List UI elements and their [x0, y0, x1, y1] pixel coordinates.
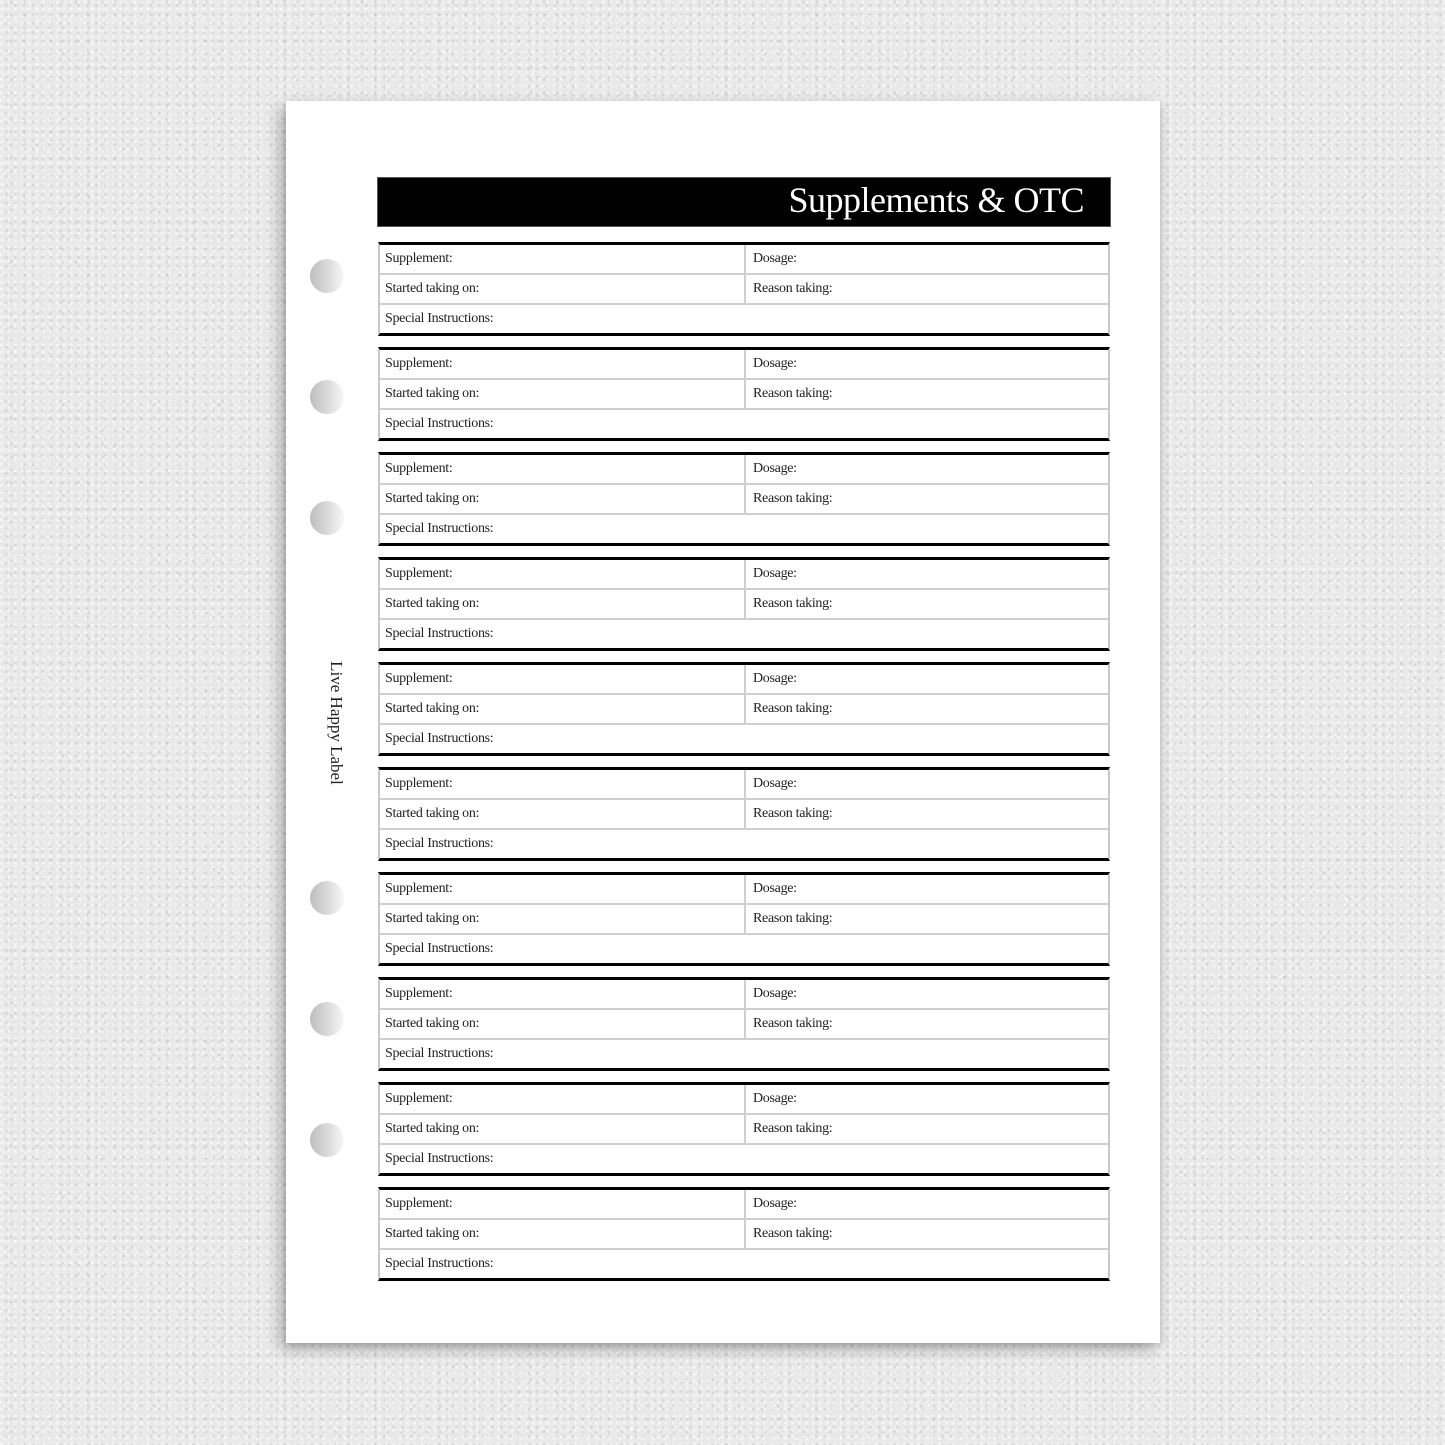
instructions-field[interactable]: Special Instructions: — [385, 836, 494, 851]
reason-field[interactable]: Reason taking: — [753, 806, 833, 821]
instructions-field[interactable]: Special Instructions: — [385, 1256, 494, 1271]
reason-field[interactable]: Reason taking: — [753, 701, 833, 716]
entries-list — [378, 242, 1110, 1292]
supplement-field[interactable]: Supplement: — [380, 770, 746, 798]
reason-field[interactable]: Reason taking: — [753, 491, 833, 506]
supplement-field[interactable]: Supplement: — [380, 1085, 746, 1113]
reason-field[interactable]: Reason taking: — [753, 911, 833, 926]
planner-page — [286, 101, 1160, 1343]
page-title: Supplements & OTC — [788, 180, 1084, 220]
dosage-field[interactable]: Dosage: — [753, 1196, 797, 1211]
supplement-field[interactable]: Supplement: — [380, 665, 746, 693]
reason-field[interactable]: Reason taking: — [753, 1016, 833, 1031]
reason-field[interactable]: Reason taking: — [753, 1226, 833, 1241]
supplement-field[interactable]: Supplement: — [380, 980, 746, 1008]
supplement-entry — [378, 662, 1110, 756]
supplement-field[interactable]: Supplement: — [380, 1190, 746, 1218]
reason-field[interactable]: Reason taking: — [753, 596, 833, 611]
dosage-field[interactable]: Dosage: — [753, 1091, 797, 1106]
supplement-entry — [378, 452, 1110, 546]
punch-hole-icon — [310, 1123, 344, 1157]
instructions-field[interactable]: Special Instructions: — [385, 416, 494, 431]
instructions-field[interactable]: Special Instructions: — [385, 521, 494, 536]
started-field[interactable]: Started taking on: — [380, 800, 746, 828]
dosage-field[interactable]: Dosage: — [753, 356, 797, 371]
instructions-field[interactable]: Special Instructions: — [385, 1151, 494, 1166]
supplement-entry — [378, 347, 1110, 441]
punch-hole-icon — [310, 380, 344, 414]
reason-field[interactable]: Reason taking: — [753, 386, 833, 401]
started-field[interactable]: Started taking on: — [380, 695, 746, 723]
punch-hole-icon — [310, 501, 344, 535]
instructions-field[interactable]: Special Instructions: — [385, 941, 494, 956]
supplement-entry — [378, 557, 1110, 651]
started-field[interactable]: Started taking on: — [380, 1010, 746, 1038]
reason-field[interactable]: Reason taking: — [753, 281, 833, 296]
started-field[interactable]: Started taking on: — [380, 275, 746, 303]
supplement-field[interactable]: Supplement: — [380, 455, 746, 483]
supplement-field[interactable]: Supplement: — [380, 560, 746, 588]
brand-label: Live Happy Label — [327, 661, 346, 785]
started-field[interactable]: Started taking on: — [380, 1115, 746, 1143]
punch-hole-icon — [310, 881, 344, 915]
dosage-field[interactable]: Dosage: — [753, 776, 797, 791]
dosage-field[interactable]: Dosage: — [753, 566, 797, 581]
supplement-entry — [378, 1187, 1110, 1281]
dosage-field[interactable]: Dosage: — [753, 251, 797, 266]
started-field[interactable]: Started taking on: — [380, 380, 746, 408]
dosage-field[interactable]: Dosage: — [753, 986, 797, 1001]
supplement-entry — [378, 242, 1110, 336]
punch-hole-icon — [310, 259, 344, 293]
started-field[interactable]: Started taking on: — [380, 905, 746, 933]
instructions-field[interactable]: Special Instructions: — [385, 626, 494, 641]
supplement-entry — [378, 872, 1110, 966]
supplement-field[interactable]: Supplement: — [380, 875, 746, 903]
supplement-entry — [378, 1082, 1110, 1176]
instructions-field[interactable]: Special Instructions: — [385, 311, 494, 326]
supplement-field[interactable]: Supplement: — [380, 245, 746, 273]
reason-field[interactable]: Reason taking: — [753, 1121, 833, 1136]
instructions-field[interactable]: Special Instructions: — [385, 731, 494, 746]
supplement-entry — [378, 767, 1110, 861]
supplement-field[interactable]: Supplement: — [380, 350, 746, 378]
dosage-field[interactable]: Dosage: — [753, 881, 797, 896]
instructions-field[interactable]: Special Instructions: — [385, 1046, 494, 1061]
started-field[interactable]: Started taking on: — [380, 485, 746, 513]
punch-hole-icon — [310, 1002, 344, 1036]
title-banner — [377, 177, 1111, 227]
dosage-field[interactable]: Dosage: — [753, 461, 797, 476]
supplement-entry — [378, 977, 1110, 1071]
dosage-field[interactable]: Dosage: — [753, 671, 797, 686]
started-field[interactable]: Started taking on: — [380, 1220, 746, 1248]
started-field[interactable]: Started taking on: — [380, 590, 746, 618]
